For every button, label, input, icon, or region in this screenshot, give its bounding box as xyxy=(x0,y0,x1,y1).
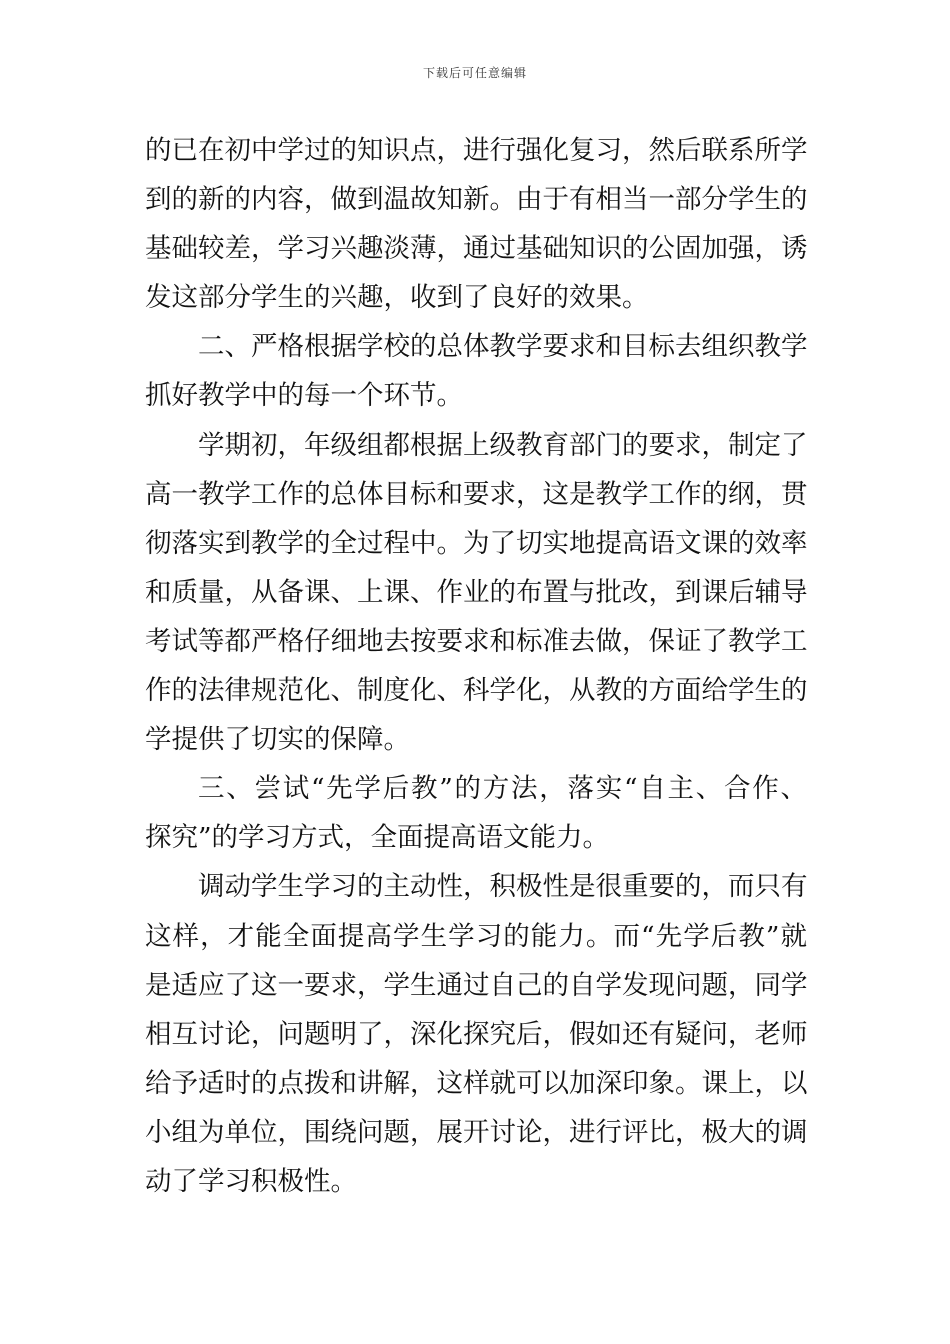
text-line: 小组为单位，围绕问题，展开讨论，进行评比，极大的调 xyxy=(145,1116,808,1148)
text-line: 是适应了这一要求，学生通过自己的自学发现问题，同学 xyxy=(145,969,808,1001)
page-header: 下载后可任意编辑 xyxy=(422,66,527,80)
text-line: 和质量，从备课、上课、作业的布置与批改，到课后辅导 xyxy=(145,576,808,608)
text-line: 调动学生学习的主动性，积极性是很重要的，而只有 xyxy=(198,871,808,903)
text-line: 学提供了切实的保障。 xyxy=(145,724,410,756)
text-line: 考试等都严格仔细地去按要求和标准去做，保证了教学工 xyxy=(145,625,808,657)
section-heading-line: 探究”的学习方式，全面提高语文能力。 xyxy=(145,822,610,854)
text-line: 给予适时的点拨和讲解，这样就可以加深印象。课上，以 xyxy=(145,1067,808,1099)
text-line: 相互讨论，问题明了，深化探究后，假如还有疑问，老师 xyxy=(145,1018,808,1050)
text-line: 的已在初中学过的知识点，进行强化复习，然后联系所学 xyxy=(145,135,808,166)
text-line: 学期初，年级组都根据上级教育部门的要求，制定了 xyxy=(198,429,808,461)
section-heading-line: 抓好教学中的每一个环节。 xyxy=(145,380,463,412)
text-line: 发这部分学生的兴趣，收到了良好的效果。 xyxy=(145,282,649,314)
document-body xyxy=(145,126,807,1206)
text-line: 基础较差，学习兴趣淡薄，通过基础知识的公固加强，诱 xyxy=(145,233,808,265)
text-line: 高一教学工作的总体目标和要求，这是教学工作的纲，贯 xyxy=(145,478,808,510)
text-line: 动了学习积极性。 xyxy=(145,1165,357,1197)
section-heading-line: 二、严格根据学校的总体教学要求和目标去组织教学 xyxy=(198,331,808,363)
text-line: 这样，才能全面提高学生学习的能力。而“先学后教”就 xyxy=(145,920,807,952)
section-heading-line: 三、尝试“先学后教”的方法，落实“自主、合作、 xyxy=(198,773,807,805)
text-line: 作的法律规范化、制度化、科学化，从教的方面给学生的 xyxy=(145,675,808,707)
text-line: 彻落实到教学的全过程中。为了切实地提高语文课的效率 xyxy=(145,527,808,559)
text-line: 到的新的内容，做到温故知新。由于有相当一部分学生的 xyxy=(145,184,808,216)
